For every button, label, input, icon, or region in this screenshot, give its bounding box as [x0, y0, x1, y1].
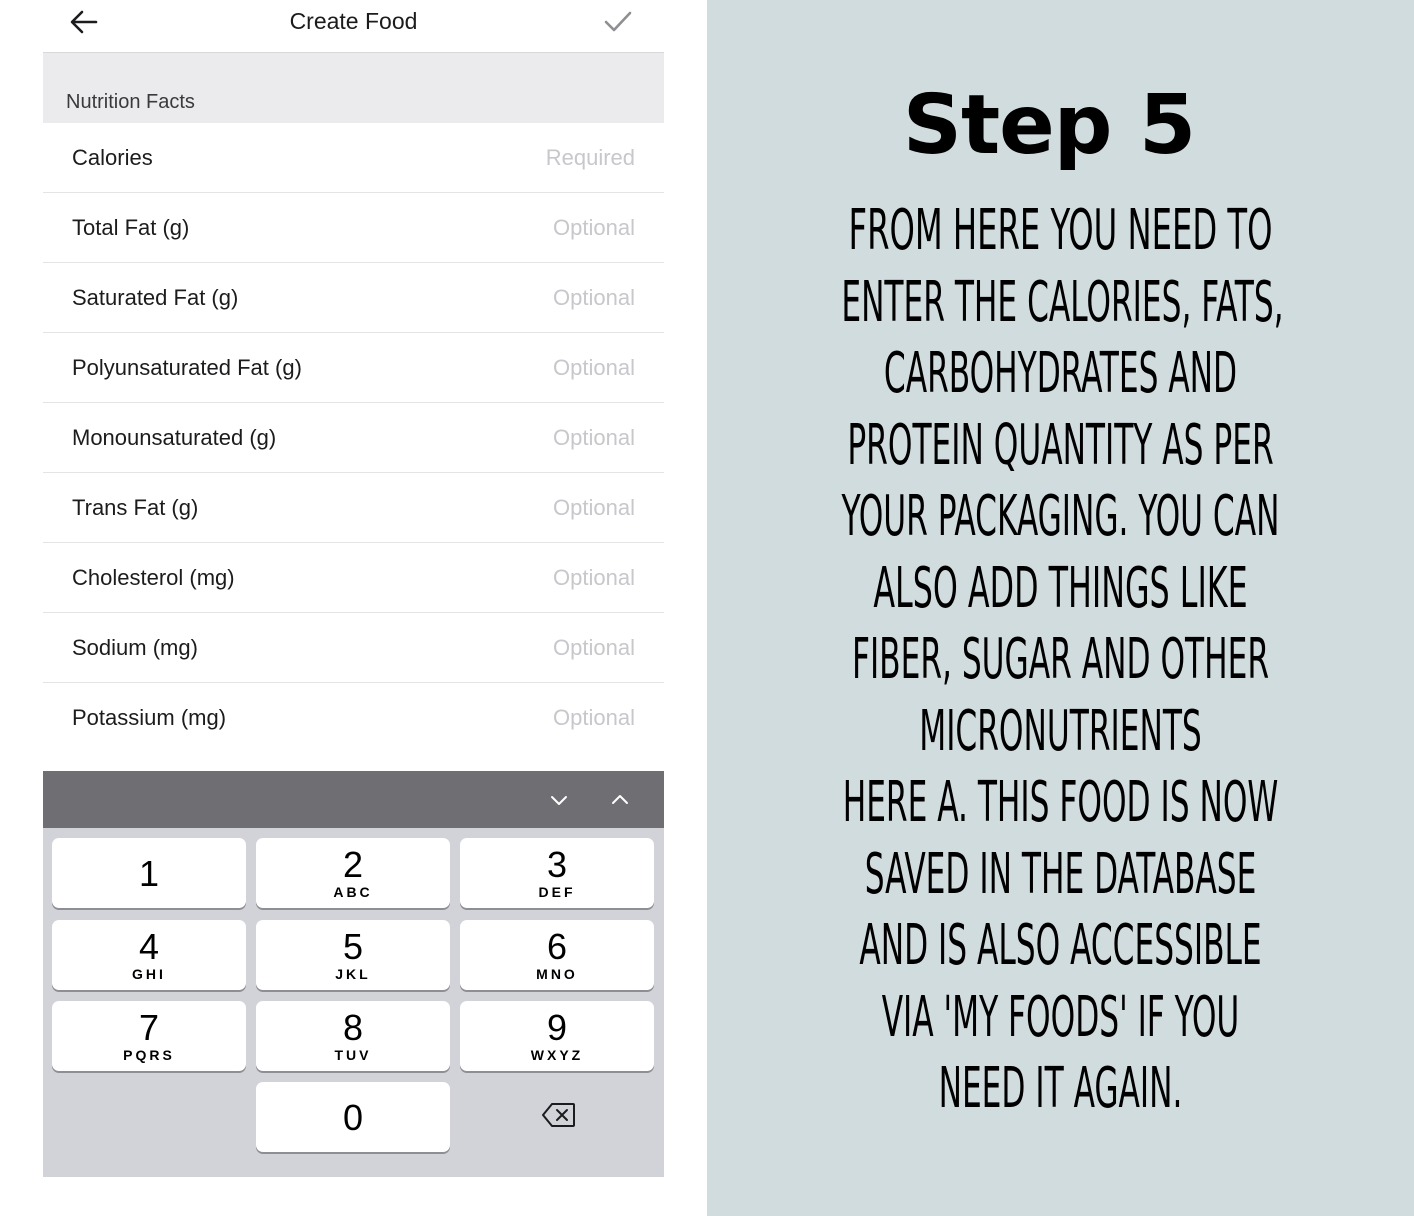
phone-screen: [43, 0, 664, 1177]
key-5[interactable]: [256, 920, 450, 990]
key-digit: 2: [342, 844, 364, 885]
potassium-field[interactable]: [43, 683, 664, 753]
key-digit: 3: [546, 844, 568, 885]
sodium-field[interactable]: [43, 613, 664, 683]
key-letters: TUV: [334, 1047, 372, 1063]
field-label: Sodium (mg): [72, 635, 198, 660]
field-label: Cholesterol (mg): [72, 565, 235, 590]
list-spacer: [43, 751, 664, 771]
key-letters: MNO: [536, 966, 578, 982]
total-fat-field[interactable]: [43, 193, 664, 263]
key-letters: ABC: [333, 884, 373, 900]
instruction-line: HERE A. THIS FOOD IS NOW: [842, 770, 1279, 835]
key-digit: 5: [342, 926, 364, 967]
field-label: Monounsaturated (g): [72, 425, 277, 450]
instruction-line: ALSO ADD THINGS LIKE: [873, 555, 1248, 621]
polyunsaturated-fat-field[interactable]: [43, 333, 664, 403]
numeric-keypad: [43, 828, 664, 1177]
instruction-line: ENTER THE CALORIES, FATS,: [841, 269, 1284, 335]
instruction-panel: [707, 0, 1414, 1216]
field-label: Saturated Fat (g): [72, 285, 239, 310]
nutrition-field-list: [43, 123, 664, 753]
section-header-label: Nutrition Facts: [66, 91, 195, 113]
field-input[interactable]: Optional: [553, 495, 635, 520]
field-label: Total Fat (g): [72, 215, 190, 240]
key-digit: 1: [138, 853, 160, 894]
key-digit: 8: [342, 1007, 364, 1048]
checkmark-icon[interactable]: [603, 9, 633, 35]
field-label: Trans Fat (g): [72, 495, 199, 520]
chevron-up-icon[interactable]: [609, 789, 631, 811]
step-heading: Step 5: [902, 78, 1196, 173]
instruction-line: YOUR PACKAGING. YOU CAN: [841, 484, 1280, 549]
key-3[interactable]: [460, 838, 654, 908]
keyboard-toolbar: [43, 771, 664, 828]
cholesterol-field[interactable]: [43, 543, 664, 613]
key-0[interactable]: [256, 1082, 450, 1152]
key-letters: JKL: [335, 966, 371, 982]
field-input[interactable]: Optional: [553, 355, 635, 380]
key-letters: GHI: [132, 966, 166, 982]
field-input[interactable]: Optional: [553, 215, 635, 240]
field-label: Calories: [72, 145, 153, 170]
calories-field[interactable]: [43, 123, 664, 193]
instruction-line: SAVED IN THE DATABASE: [864, 841, 1257, 907]
key-9[interactable]: [460, 1001, 654, 1071]
field-input[interactable]: Optional: [553, 635, 635, 660]
field-input[interactable]: Optional: [553, 705, 635, 730]
instruction-line: FIBER, SUGAR AND OTHER: [851, 627, 1270, 692]
field-input[interactable]: Required: [545, 145, 635, 170]
instruction-line: AND IS ALSO ACCESSIBLE: [859, 913, 1262, 978]
instruction-line: VIA 'MY FOODS' IF YOU: [881, 984, 1240, 1050]
key-letters: WXYZ: [530, 1047, 584, 1063]
backspace-icon: [542, 1102, 576, 1128]
key-letters: DEF: [538, 884, 576, 900]
key-digit: 9: [546, 1007, 568, 1048]
instruction-line: PROTEIN QUANTITY AS PER: [847, 412, 1274, 478]
key-digit: 4: [138, 926, 160, 967]
delete-key[interactable]: [460, 1082, 654, 1152]
page-title: Create Food: [289, 8, 418, 34]
instruction-line: CARBOHYDRATES AND: [883, 341, 1238, 406]
key-6[interactable]: [460, 920, 654, 990]
key-digit: 7: [138, 1007, 160, 1048]
section-header: [43, 53, 664, 123]
field-input[interactable]: Optional: [553, 565, 635, 590]
key-digit: 0: [342, 1097, 364, 1138]
chevron-down-icon[interactable]: [548, 789, 570, 811]
key-4[interactable]: [52, 920, 246, 990]
field-input[interactable]: Optional: [553, 285, 635, 310]
trans-fat-field[interactable]: [43, 473, 664, 543]
monounsaturated-field[interactable]: [43, 403, 664, 473]
instruction-line: FROM HERE YOU NEED TO: [848, 198, 1273, 263]
key-2[interactable]: [256, 838, 450, 908]
key-digit: 6: [546, 926, 568, 967]
field-label: Potassium (mg): [72, 705, 227, 730]
saturated-fat-field[interactable]: [43, 263, 664, 333]
field-input[interactable]: Optional: [553, 425, 635, 450]
instruction-line: MICRONUTRIENTS: [919, 698, 1202, 764]
key-letters: PQRS: [123, 1047, 175, 1063]
key-1[interactable]: [52, 838, 246, 908]
key-8[interactable]: [256, 1001, 450, 1071]
navigation-bar: [43, 0, 664, 53]
instruction-text: [707, 195, 1414, 1125]
instruction-line: NEED IT AGAIN.: [938, 1056, 1183, 1121]
field-label: Polyunsaturated Fat (g): [72, 355, 302, 380]
key-7[interactable]: [52, 1001, 246, 1071]
